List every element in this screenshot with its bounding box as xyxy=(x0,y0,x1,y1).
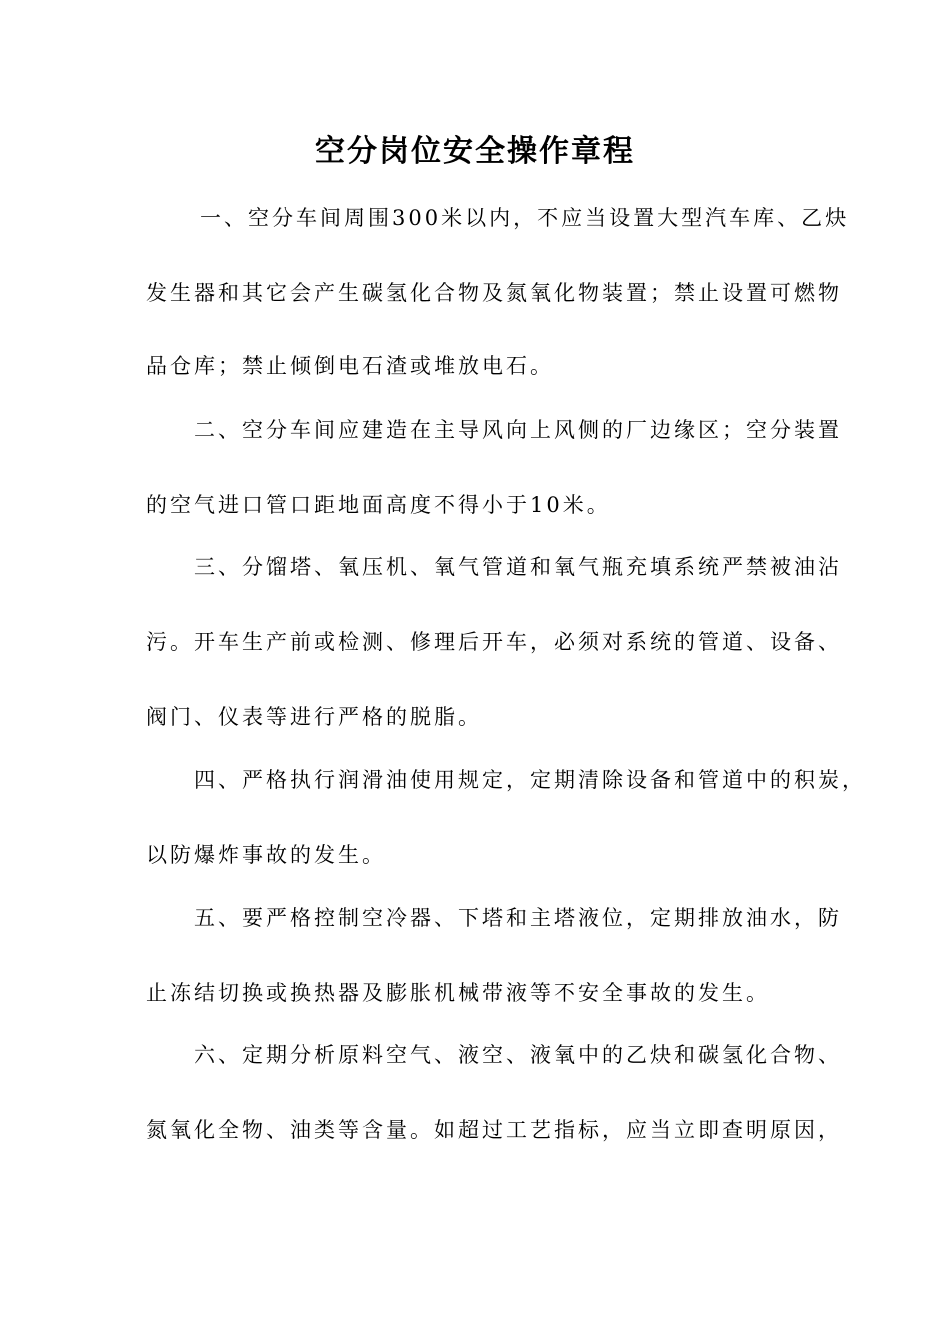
paragraph-3-line-3: 阀门、仪表等进行严格的脱脂。 xyxy=(146,705,482,729)
paragraph-6-line-1: 六、定期分析原料空气、液空、液氧中的乙炔和碳氢化合物、 xyxy=(194,1043,842,1067)
paragraph-2-line-1: 二、空分车间应建造在主导风向上风侧的厂边缘区；空分装置 xyxy=(194,418,842,442)
paragraph-3-line-1: 三、分馏塔、氧压机、氧气管道和氧气瓶充填系统严禁被油沾 xyxy=(194,555,842,579)
paragraph-2-line-2: 的空气进口管口距地面高度不得小于10米。 xyxy=(146,493,611,517)
paragraph-4-line-1: 四、严格执行润滑油使用规定，定期清除设备和管道中的积炭， xyxy=(194,768,866,792)
paragraph-3-line-2: 污。开车生产前或检测、修理后开车，必须对系统的管道、设备、 xyxy=(146,630,842,654)
paragraph-5-line-2: 止冻结切换或换热器及膨胀机械带液等不安全事故的发生。 xyxy=(146,981,770,1005)
document-title: 空分岗位安全操作章程 xyxy=(315,134,635,169)
paragraph-1-line-3: 品仓库；禁止倾倒电石渣或堆放电石。 xyxy=(146,354,554,378)
paragraph-4-line-2: 以防爆炸事故的发生。 xyxy=(146,843,386,867)
paragraph-5-line-1: 五、要严格控制空冷器、下塔和主塔液位，定期排放油水，防 xyxy=(194,906,842,930)
paragraph-1-line-1: 一、空分车间周围300米以内，不应当设置大型汽车库、乙炔 xyxy=(200,206,850,230)
paragraph-1-line-2: 发生器和其它会产生碳氢化合物及氮氧化物装置；禁止设置可燃物 xyxy=(146,281,842,305)
paragraph-6-line-2: 氮氧化全物、油类等含量。如超过工艺指标，应当立即查明原因， xyxy=(146,1118,842,1142)
